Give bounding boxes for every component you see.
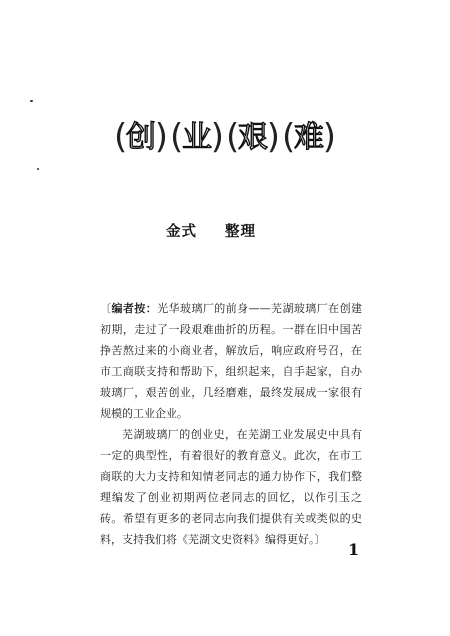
author-name: 金式	[166, 224, 197, 240]
editor-note-text-2: 芜湖玻璃厂的创业史，在芜湖工业发展史中具有一定的典型性，有着很好的教育意义。此次，在市工商联的大力支持和知情老同志的通力协作下，我们整理编发了创业初期两位老同志的回忆，以作引玉之砖。希望有更多的老同志向我们提供有关或类似的史料，支持我们将《芜湖文史资料》编得更好。	[100, 428, 362, 546]
author-line	[166, 220, 256, 241]
title-char-1: ( 创 )	[118, 118, 164, 158]
page-number: 1	[348, 540, 360, 559]
author-role: 整理	[225, 224, 256, 240]
article-title	[0, 118, 450, 158]
open-bracket: 〔	[100, 302, 112, 315]
editor-note-text-1: 光华玻璃厂的前身——芜湖玻璃厂在创建初期，走过了一段艰难曲折的历程。一群在旧中国苦挣苦熬过来的小商业者，解放后，响应政府号召，在市工商联支持和帮助下，组织起来，自手起家，自办玻璃厂，艰苦创业，几经磨难，最终发展成一家很有规模的工业企业。	[100, 302, 363, 420]
editor-note	[100, 298, 362, 550]
scan-speck	[30, 100, 33, 102]
editor-note-paragraph-2	[100, 424, 362, 550]
title-char-4: ( 难 )	[286, 118, 332, 158]
title-char-3: ( 艰 )	[230, 118, 276, 158]
title-char-2: ( 业 )	[174, 118, 220, 158]
close-bracket: 〕	[314, 533, 326, 546]
editor-note-label: 编者按：	[111, 302, 158, 315]
scan-speck	[37, 168, 39, 170]
editor-note-paragraph-1	[100, 298, 362, 424]
